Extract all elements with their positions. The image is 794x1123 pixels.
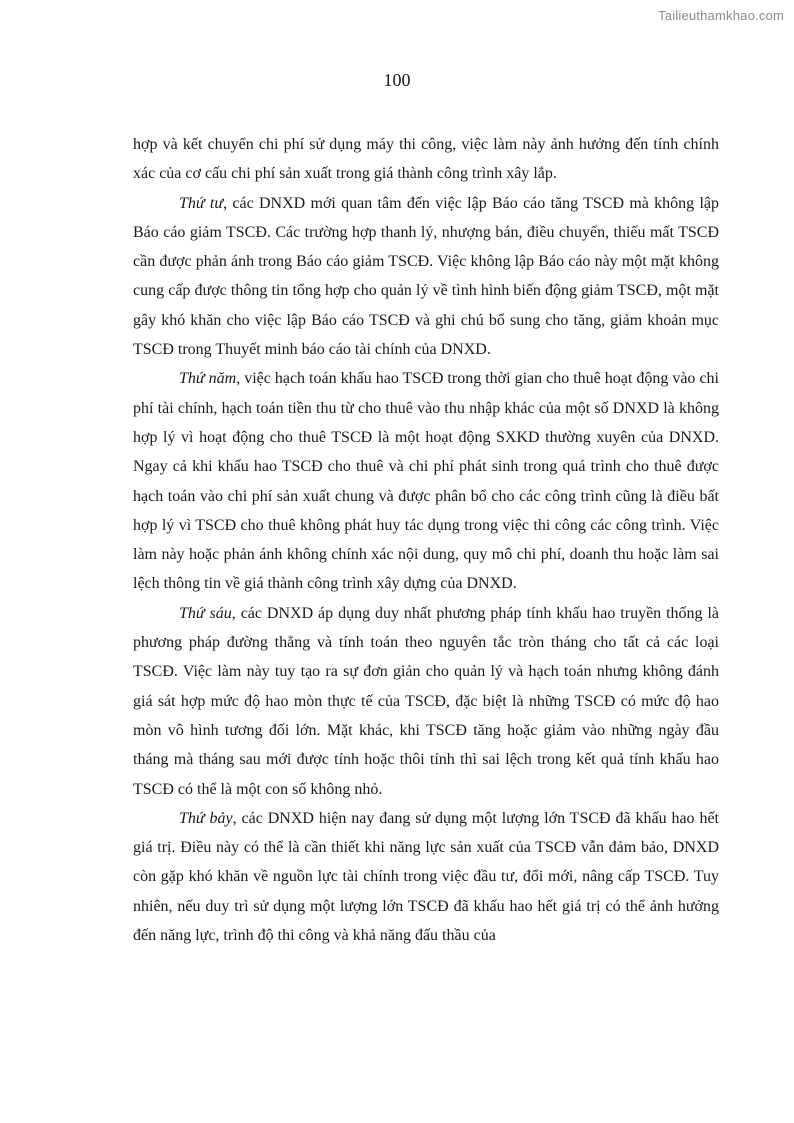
paragraph-lead: Thứ năm (179, 370, 237, 388)
paragraph-thu-bay (133, 804, 719, 950)
document-body (133, 130, 719, 950)
page-number: 100 (383, 70, 411, 90)
paragraph-text: , các DNXD hiện nay đang sử dụng một lượng lớn TSCĐ đã khấu hao hết giá trị. Điều này có thể là cần thiết khi năng lực sản xuất của TSCĐ vẫn đảm bảo, DNXD còn gặp khó khăn về nguồn lực tài chính trong việc đầu tư, đổi mới, nâng cấp TSCĐ. Tuy nhiên, nếu duy trì sử dụng một lượng lớn TSCĐ đã khấu hao hết giá trị có thể ảnh hưởng đến năng lực, trình độ thi công và khả năng đấu thầu của (133, 809, 719, 945)
paragraph-thu-tu (133, 189, 719, 365)
paragraph-text: , việc hạch toán khấu hao TSCĐ trong thời gian cho thuê hoạt động vào chi phí tài chính, hạch toán tiền thu từ cho thuê vào thu nhập khác của một số DNXD là không hợp lý vì hoạt động cho thuê TSCĐ là một hoạt động SXKD thường xuyên của DNXD. Ngay cả khi khấu hao TSCĐ cho thuê và chi phí phát sinh trong quá trình cho thuê được hạch toán vào chi phí sản xuất chung và được phân bổ cho các công trình cũng là điều bất hợp lý vì TSCĐ cho thuê không phát huy tác dụng trong việc thi công các công trình. Việc làm này hoặc phản ánh không chính xác nội dung, quy mô chi phí, doanh thu hoặc làm sai lệch thông tin về giá thành công trình xây dựng của DNXD. (133, 370, 719, 593)
watermark: Tailieuthamkhao.com (658, 8, 784, 23)
paragraph-text: , các DNXD mới quan tâm đến việc lập Báo cáo tăng TSCĐ mà không lập Báo cáo giảm TSCĐ. Các trường hợp thanh lý, nhượng bán, điều chuyển, thiếu mất TSCĐ cần được phản ánh trong Báo cáo giảm TSCĐ. Việc không lập Báo cáo này một mặt không cung cấp được thông tin tổng hợp cho quản lý về tình hình biến động giảm TSCĐ, một mặt gây khó khăn cho việc lập Báo cáo TSCĐ và ghi chú bổ sung cho tăng, giảm khoản mục TSCĐ trong Thuyết minh báo cáo tài chính của DNXD. (133, 194, 719, 359)
paragraph-text: hợp và kết chuyển chi phí sử dụng máy thi công, việc làm này ảnh hưởng đến tính chính xác của cơ cấu chi phí sản xuất trong giá thành công trình xây lắp. (133, 136, 719, 183)
paragraph-thu-sau (133, 599, 719, 804)
paragraph-text: , các DNXD áp dụng duy nhất phương pháp tính khấu hao truyền thống là phương pháp đường thẳng và tính toán theo nguyên tắc tròn tháng cho tất cả các loại TSCĐ. Việc làm này tuy tạo ra sự đơn giản cho quản lý và hạch toán nhưng không đánh giá sát hợp mức độ hao mòn thực tế của TSCĐ, đặc biệt là những TSCĐ có mức độ hao mòn vô hình tương đối lớn. Mặt khác, khi TSCĐ tăng hoặc giảm vào những ngày đầu tháng mà tháng sau mới được tính hoặc thôi tính thì sai lệch trong kết quả tính khấu hao TSCĐ có thể là một con số không nhỏ. (133, 604, 719, 798)
paragraph-lead: Thứ bảy (179, 809, 233, 827)
paragraph-lead: Thứ tư (179, 194, 224, 212)
paragraph-lead: Thứ sáu (179, 604, 232, 622)
paragraph-thu-nam (133, 364, 719, 598)
paragraph-continuation (133, 130, 719, 189)
